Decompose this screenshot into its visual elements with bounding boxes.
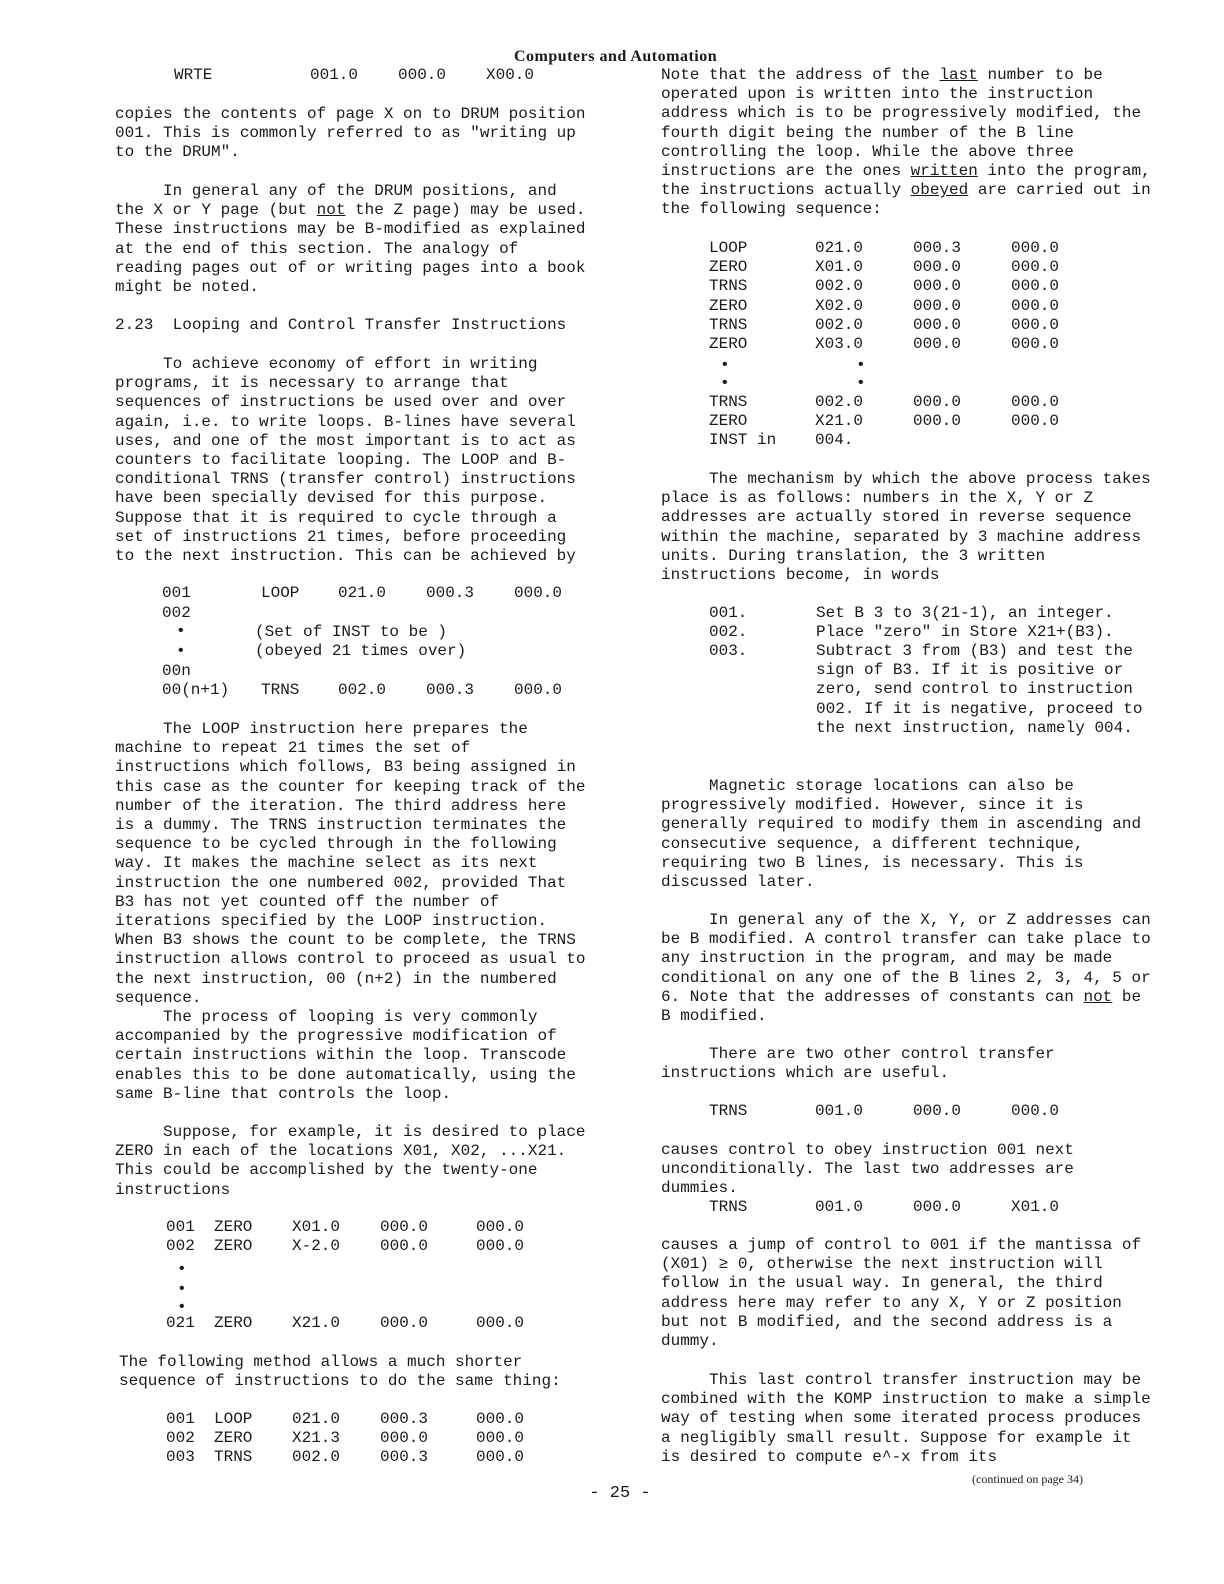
paragraph: Note that the address of the last number to be operated upon is written into the instruction address which is to be progressively modified, the fourth digit being the number of the B line controlling the loop. While the above three instructions are the ones written into the program, the instructions actually obeyed are carried out in the following sequence: [661,66,1161,219]
address-2: 000.0 [398,66,447,84]
step-text: Subtract 3 from (B3) and test the sign of B3. If it is positive or zero, send control to instruction 002. If it is negative, proceed to the next instruction, namely 004. [816,642,1153,737]
code-row: TRNS 002.0 000.0 000.0 [709,393,1060,411]
code-row: ZERO X21.0 000.0 000.0 [709,412,1060,430]
paragraph: To achieve economy of effort in writing programs, it is necessary to arrange that sequences of instructions be used over and over again, i.e. to write loops. B-lines have several uses, and one of the most important is to act as counters to facilitate looping. The LOOP and B-conditional TRNS (transfer control) instructions have been specially devised for this purpose. Suppose that it is required to cycle through a set of instructions 21 times, before proceeding to the next instruction. This can be achieved by [115,355,586,566]
code-row: ZERO X01.0 000.0 000.0 [709,258,1060,276]
opcode: WRTE [174,66,213,84]
code-row: TRNS 002.0 000.0 000.0 [709,316,1060,334]
paragraph: There are two other control transfer instructions which are useful. [661,1045,1065,1083]
paragraph: copies the contents of page X on to DRUM position 001. This is commonly referred to as "writing up to the DRUM". [115,105,596,162]
code-row: 001 LOOP 021.0 000.3 000.0 [162,584,563,602]
code-row: TRNS 001.0 000.0 X01.0 [709,1198,1060,1216]
paragraph: The LOOP instruction here prepares the machine to repeat 21 times the set of instructions which follows, B3 being assigned in this case as the counter for keeping track of the number of the iteration. The third address here is a dummy. The TRNS instruction terminates the sequence to be cycled through in the following way. It makes the machine select as its next instruction the one numbered 002, provided That B3 has not yet counted off the number of iterations specified by the LOOP instruction. When B3 shows the count to be complete, the TRNS instruction allows control to proceed as usual to the next instruction, 00 (n+2) in the numbered sequence. [115,720,596,1007]
paragraph: Magnetic storage locations can also be progressively modified. However, since it is generally required to modify them in ascending and consecutive sequence, a different technique, requiring two B lines, is necessary. This is discussed later. [661,777,1151,892]
code-row: 001 ZERO X01.0 000.0 000.0 [166,1218,525,1236]
code-row: 00(n+1) TRNS 002.0 000.3 000.0 [162,681,563,699]
code-row: 003 TRNS 002.0 000.3 000.0 [166,1448,525,1466]
address-3: X00.0 [486,66,535,84]
paragraph: Suppose, for example, it is desired to place ZERO in each of the locations X01, X02, ...X21. This could be accomplished by the twenty-one instructions [115,1123,596,1199]
step-text: Set B 3 to 3(21-1), an integer. [816,604,1114,622]
code-row: 001 LOOP 021.0 000.3 000.0 [166,1410,525,1428]
code-row: LOOP 021.0 000.3 000.0 [709,239,1060,257]
paragraph: In general any of the X, Y, or Z addresses can be B modified. A control transfer can take place to any instruction in the program, and may be made conditional on any one of the B lines 2, 3, 4, 5 or 6. Note that the addresses of constants can not be B modified. [661,911,1161,1026]
paragraph: The mechanism by which the above process takes place is as follows: numbers in the X, Y or Z addresses are actually stored in reverse sequence within the machine, separated by 3 machine address units. During translation, the 3 written instructions become, in words [661,470,1161,585]
code-row: 002 ZERO X21.3 000.0 000.0 [166,1429,525,1447]
code-row: ZERO X02.0 000.0 000.0 [709,297,1060,315]
section-heading: 2.23 Looping and Control Transfer Instructions [115,316,567,334]
code-row: TRNS 002.0 000.0 000.0 [709,277,1060,295]
code-row: ZERO X03.0 000.0 000.0 [709,335,1060,353]
paragraph: causes control to obey instruction 001 next unconditionally. The last two addresses are dummies. [661,1141,1084,1198]
code-row: INST in 004. [709,431,854,449]
code-row: TRNS 001.0 000.0 000.0 [709,1102,1060,1120]
paragraph: The process of looping is very commonly accompanied by the progressive modification of certain instructions within the loop. Transcode enables this to be done automatically, using the same B-line that controls the loop. [115,1008,586,1103]
continued-note: (continued on page 34) [972,1472,1083,1486]
code-row: 002 ZERO X-2.0 000.0 000.0 [166,1237,525,1255]
page-number: - 25 - [589,1484,651,1503]
paragraph: causes a jump of control to 001 if the mantissa of (X01) ≥ 0, otherwise the next instruction will follow in the usual way. In general, the third address here may refer to any X, Y or Z position but not B modified, and the second address is a dummy. [661,1236,1151,1351]
paragraph: In general any of the DRUM positions, and the X or Y page (but not the Z page) may be used. These instructions may be B-modified as explained at the end of this section. The analogy of reading pages out of or writing pages into a book might be noted. [115,182,596,297]
paragraph: The following method allows a much shorter sequence of instructions to do the same thing: [119,1353,561,1391]
step-text: Place "zero" in Store X21+(B3). [816,623,1114,641]
address-1: 001.0 [310,66,359,84]
paragraph: This last control transfer instruction may be combined with the KOMP instruction to make a simple way of testing when some iterated process produces a negligibly small result. Suppose for example it is desired to compute e^-x from its [661,1371,1161,1466]
code-row: 021 ZERO X21.0 000.0 000.0 [166,1314,525,1332]
running-head: Computers and Automation [514,48,718,65]
